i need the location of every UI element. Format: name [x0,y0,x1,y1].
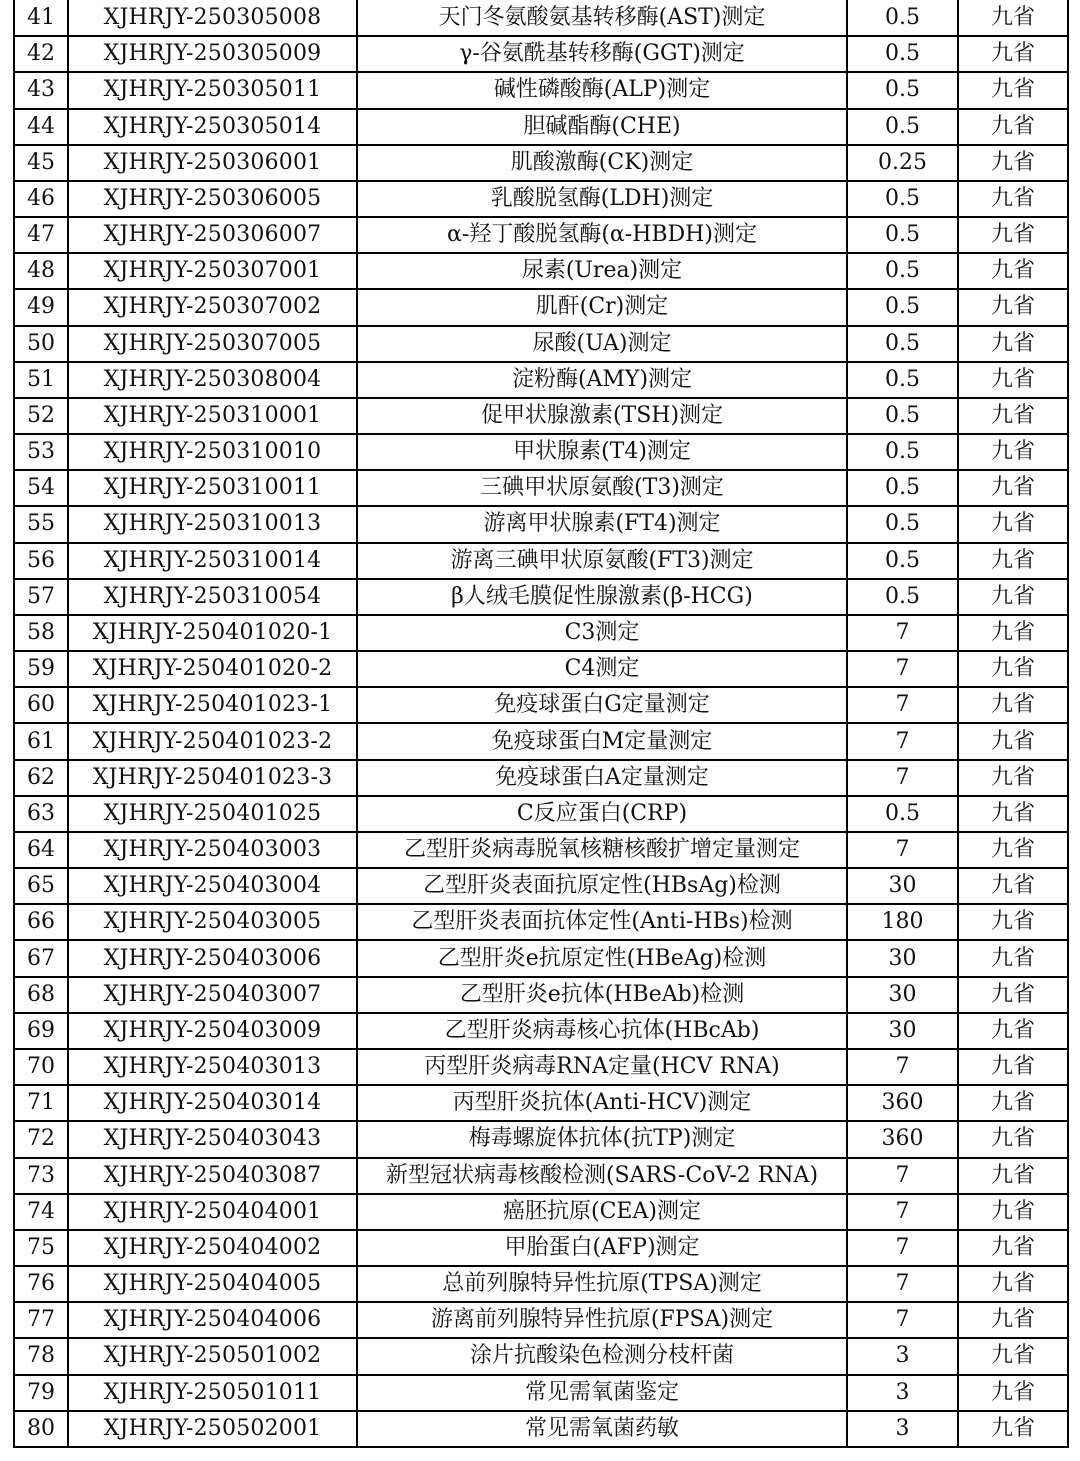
item-name-cell: 三碘甲状原氨酸(T3)测定 [357,470,847,506]
recognition-scope-cell: 九省 [958,145,1068,181]
table-row [14,1158,1068,1194]
result-validity-cell: 360 [847,1085,958,1121]
result-validity-cell: 30 [847,1013,958,1049]
table-row [14,1194,1068,1230]
result-validity-cell: 0.25 [847,145,958,181]
row-number-cell: 72 [14,1121,68,1157]
table-row [14,145,1068,181]
table-row [14,796,1068,832]
row-number-cell: 57 [14,579,68,615]
item-code-cell: XJHRJY-250501011 [68,1375,357,1411]
row-number-cell: 55 [14,506,68,542]
item-code-cell: XJHRJY-250310011 [68,470,357,506]
item-name-cell: 尿素(Urea)测定 [357,253,847,289]
row-number-cell: 75 [14,1230,68,1266]
table-row [14,0,1068,36]
result-validity-cell: 7 [847,723,958,759]
item-name-cell: 碱性磷酸酶(ALP)测定 [357,72,847,108]
recognition-scope-cell: 九省 [958,326,1068,362]
item-code-cell: XJHRJY-250310054 [68,579,357,615]
result-validity-cell: 7 [847,1194,958,1230]
table-row [14,253,1068,289]
row-number-cell: 69 [14,1013,68,1049]
item-name-cell: C3测定 [357,615,847,651]
recognition-scope-cell: 九省 [958,36,1068,72]
test-items-table [13,0,1069,1448]
item-name-cell: 癌胚抗原(CEA)测定 [357,1194,847,1230]
table-row [14,362,1068,398]
table-row [14,1230,1068,1266]
recognition-scope-cell: 九省 [958,1121,1068,1157]
item-name-cell: 天门冬氨酸氨基转移酶(AST)测定 [357,0,847,36]
row-number-cell: 47 [14,217,68,253]
result-validity-cell: 7 [847,615,958,651]
item-code-cell: XJHRJY-250403014 [68,1085,357,1121]
item-code-cell: XJHRJY-250403007 [68,977,357,1013]
table-row [14,832,1068,868]
recognition-scope-cell: 九省 [958,1411,1068,1447]
recognition-scope-cell: 九省 [958,109,1068,145]
item-code-cell: XJHRJY-250305008 [68,0,357,36]
item-code-cell: XJHRJY-250404001 [68,1194,357,1230]
item-name-cell: C4测定 [357,651,847,687]
item-code-cell: XJHRJY-250308004 [68,362,357,398]
result-validity-cell: 0.5 [847,362,958,398]
item-name-cell: 游离三碘甲状原氨酸(FT3)测定 [357,543,847,579]
recognition-scope-cell: 九省 [958,434,1068,470]
document-page [13,0,1067,1448]
item-name-cell: 甲胎蛋白(AFP)测定 [357,1230,847,1266]
recognition-scope-cell: 九省 [958,832,1068,868]
recognition-scope-cell: 九省 [958,1049,1068,1085]
item-name-cell: β人绒毛膜促性腺激素(β-HCG) [357,579,847,615]
result-validity-cell: 7 [847,687,958,723]
recognition-scope-cell: 九省 [958,1158,1068,1194]
item-code-cell: XJHRJY-250501002 [68,1338,357,1374]
table-row [14,1266,1068,1302]
row-number-cell: 61 [14,723,68,759]
item-code-cell: XJHRJY-250306005 [68,181,357,217]
item-name-cell: 免疫球蛋白M定量测定 [357,723,847,759]
result-validity-cell: 0.5 [847,579,958,615]
item-name-cell: 丙型肝炎抗体(Anti-HCV)测定 [357,1085,847,1121]
item-name-cell: 肌酐(Cr)测定 [357,289,847,325]
item-code-cell: XJHRJY-250310010 [68,434,357,470]
table-row [14,723,1068,759]
recognition-scope-cell: 九省 [958,760,1068,796]
result-validity-cell: 0.5 [847,36,958,72]
row-number-cell: 78 [14,1338,68,1374]
result-validity-cell: 0.5 [847,470,958,506]
result-validity-cell: 0.5 [847,543,958,579]
result-validity-cell: 7 [847,651,958,687]
item-code-cell: XJHRJY-250404006 [68,1302,357,1338]
recognition-scope-cell: 九省 [958,687,1068,723]
table-row [14,615,1068,651]
recognition-scope-cell: 九省 [958,615,1068,651]
recognition-scope-cell: 九省 [958,1338,1068,1374]
row-number-cell: 80 [14,1411,68,1447]
recognition-scope-cell: 九省 [958,977,1068,1013]
result-validity-cell: 0.5 [847,398,958,434]
row-number-cell: 62 [14,760,68,796]
item-name-cell: 乙型肝炎e抗体(HBeAb)检测 [357,977,847,1013]
row-number-cell: 68 [14,977,68,1013]
item-code-cell: XJHRJY-250403005 [68,904,357,940]
item-code-cell: XJHRJY-250403003 [68,832,357,868]
item-name-cell: 乙型肝炎表面抗原定性(HBsAg)检测 [357,868,847,904]
recognition-scope-cell: 九省 [958,796,1068,832]
result-validity-cell: 0.5 [847,434,958,470]
row-number-cell: 51 [14,362,68,398]
item-code-cell: XJHRJY-250310001 [68,398,357,434]
row-number-cell: 64 [14,832,68,868]
table-row [14,506,1068,542]
table-row [14,904,1068,940]
item-name-cell: C反应蛋白(CRP) [357,796,847,832]
recognition-scope-cell: 九省 [958,470,1068,506]
item-name-cell: 总前列腺特异性抗原(TPSA)测定 [357,1266,847,1302]
item-code-cell: XJHRJY-250404002 [68,1230,357,1266]
result-validity-cell: 7 [847,1230,958,1266]
recognition-scope-cell: 九省 [958,1230,1068,1266]
table-row [14,36,1068,72]
recognition-scope-cell: 九省 [958,253,1068,289]
table-row [14,687,1068,723]
recognition-scope-cell: 九省 [958,1266,1068,1302]
result-validity-cell: 7 [847,832,958,868]
table-row [14,1049,1068,1085]
recognition-scope-cell: 九省 [958,723,1068,759]
row-number-cell: 56 [14,543,68,579]
row-number-cell: 66 [14,904,68,940]
recognition-scope-cell: 九省 [958,506,1068,542]
row-number-cell: 59 [14,651,68,687]
item-name-cell: 免疫球蛋白G定量测定 [357,687,847,723]
row-number-cell: 48 [14,253,68,289]
table-row [14,940,1068,976]
item-code-cell: XJHRJY-250306001 [68,145,357,181]
table-row [14,72,1068,108]
item-name-cell: 游离甲状腺素(FT4)测定 [357,506,847,542]
result-validity-cell: 0.5 [847,109,958,145]
item-code-cell: XJHRJY-250403087 [68,1158,357,1194]
item-code-cell: XJHRJY-250307002 [68,289,357,325]
item-code-cell: XJHRJY-250401023-3 [68,760,357,796]
item-code-cell: XJHRJY-250403006 [68,940,357,976]
table-row [14,289,1068,325]
result-validity-cell: 30 [847,977,958,1013]
result-validity-cell: 0.5 [847,506,958,542]
row-number-cell: 52 [14,398,68,434]
result-validity-cell: 0.5 [847,0,958,36]
row-number-cell: 43 [14,72,68,108]
item-name-cell: 游离前列腺特异性抗原(FPSA)测定 [357,1302,847,1338]
result-validity-cell: 0.5 [847,181,958,217]
item-code-cell: XJHRJY-250502001 [68,1411,357,1447]
item-code-cell: XJHRJY-250307001 [68,253,357,289]
recognition-scope-cell: 九省 [958,579,1068,615]
row-number-cell: 41 [14,0,68,36]
row-number-cell: 70 [14,1049,68,1085]
result-validity-cell: 0.5 [847,253,958,289]
item-name-cell: 常见需氧菌鉴定 [357,1375,847,1411]
table-row [14,1121,1068,1157]
result-validity-cell: 0.5 [847,217,958,253]
recognition-scope-cell: 九省 [958,217,1068,253]
result-validity-cell: 7 [847,1266,958,1302]
result-validity-cell: 180 [847,904,958,940]
row-number-cell: 73 [14,1158,68,1194]
result-validity-cell: 7 [847,1302,958,1338]
row-number-cell: 53 [14,434,68,470]
table-row [14,470,1068,506]
row-number-cell: 67 [14,940,68,976]
item-name-cell: 促甲状腺激素(TSH)测定 [357,398,847,434]
item-name-cell: 新型冠状病毒核酸检测(SARS-CoV-2 RNA) [357,1158,847,1194]
item-code-cell: XJHRJY-250305011 [68,72,357,108]
table-body [14,0,1068,1447]
item-name-cell: 乙型肝炎e抗原定性(HBeAg)检测 [357,940,847,976]
row-number-cell: 65 [14,868,68,904]
table-row [14,1338,1068,1374]
table-row [14,868,1068,904]
item-code-cell: XJHRJY-250404005 [68,1266,357,1302]
row-number-cell: 58 [14,615,68,651]
item-name-cell: 梅毒螺旋体抗体(抗TP)测定 [357,1121,847,1157]
result-validity-cell: 0.5 [847,72,958,108]
item-code-cell: XJHRJY-250307005 [68,326,357,362]
table-row [14,109,1068,145]
table-row [14,1085,1068,1121]
row-number-cell: 49 [14,289,68,325]
row-number-cell: 63 [14,796,68,832]
row-number-cell: 46 [14,181,68,217]
recognition-scope-cell: 九省 [958,543,1068,579]
item-name-cell: α-羟丁酸脱氢酶(α-HBDH)测定 [357,217,847,253]
item-name-cell: 常见需氧菌药敏 [357,1411,847,1447]
result-validity-cell: 3 [847,1375,958,1411]
result-validity-cell: 7 [847,1049,958,1085]
recognition-scope-cell: 九省 [958,0,1068,36]
recognition-scope-cell: 九省 [958,362,1068,398]
result-validity-cell: 30 [847,940,958,976]
row-number-cell: 74 [14,1194,68,1230]
result-validity-cell: 0.5 [847,796,958,832]
row-number-cell: 60 [14,687,68,723]
recognition-scope-cell: 九省 [958,398,1068,434]
result-validity-cell: 0.5 [847,289,958,325]
item-code-cell: XJHRJY-250310014 [68,543,357,579]
item-code-cell: XJHRJY-250305014 [68,109,357,145]
item-code-cell: XJHRJY-250306007 [68,217,357,253]
recognition-scope-cell: 九省 [958,904,1068,940]
result-validity-cell: 3 [847,1411,958,1447]
result-validity-cell: 360 [847,1121,958,1157]
result-validity-cell: 7 [847,1158,958,1194]
item-code-cell: XJHRJY-250401023-1 [68,687,357,723]
item-name-cell: 肌酸激酶(CK)测定 [357,145,847,181]
item-name-cell: 丙型肝炎病毒RNA定量(HCV RNA) [357,1049,847,1085]
item-code-cell: XJHRJY-250401020-2 [68,651,357,687]
recognition-scope-cell: 九省 [958,1194,1068,1230]
row-number-cell: 42 [14,36,68,72]
row-number-cell: 44 [14,109,68,145]
item-code-cell: XJHRJY-250403004 [68,868,357,904]
recognition-scope-cell: 九省 [958,1085,1068,1121]
item-code-cell: XJHRJY-250403009 [68,1013,357,1049]
item-name-cell: 涂片抗酸染色检测分枝杆菌 [357,1338,847,1374]
recognition-scope-cell: 九省 [958,181,1068,217]
row-number-cell: 77 [14,1302,68,1338]
row-number-cell: 45 [14,145,68,181]
item-name-cell: 乳酸脱氢酶(LDH)测定 [357,181,847,217]
recognition-scope-cell: 九省 [958,289,1068,325]
recognition-scope-cell: 九省 [958,651,1068,687]
table-row [14,760,1068,796]
recognition-scope-cell: 九省 [958,940,1068,976]
recognition-scope-cell: 九省 [958,1302,1068,1338]
item-name-cell: 免疫球蛋白A定量测定 [357,760,847,796]
recognition-scope-cell: 九省 [958,1013,1068,1049]
table-row [14,217,1068,253]
item-code-cell: XJHRJY-250401020-1 [68,615,357,651]
result-validity-cell: 30 [847,868,958,904]
table-row [14,1013,1068,1049]
table-row [14,543,1068,579]
table-row [14,181,1068,217]
recognition-scope-cell: 九省 [958,1375,1068,1411]
item-name-cell: 乙型肝炎病毒脱氧核糖核酸扩增定量测定 [357,832,847,868]
table-row [14,977,1068,1013]
table-row [14,326,1068,362]
row-number-cell: 76 [14,1266,68,1302]
recognition-scope-cell: 九省 [958,72,1068,108]
recognition-scope-cell: 九省 [958,868,1068,904]
item-name-cell: 乙型肝炎病毒核心抗体(HBcAb) [357,1013,847,1049]
item-name-cell: 乙型肝炎表面抗体定性(Anti-HBs)检测 [357,904,847,940]
item-code-cell: XJHRJY-250401023-2 [68,723,357,759]
table-row [14,398,1068,434]
result-validity-cell: 7 [847,760,958,796]
item-code-cell: XJHRJY-250403043 [68,1121,357,1157]
item-code-cell: XJHRJY-250310013 [68,506,357,542]
item-name-cell: 胆碱酯酶(CHE) [357,109,847,145]
item-code-cell: XJHRJY-250305009 [68,36,357,72]
item-name-cell: 甲状腺素(T4)测定 [357,434,847,470]
row-number-cell: 71 [14,1085,68,1121]
table-row [14,651,1068,687]
table-row [14,434,1068,470]
item-code-cell: XJHRJY-250401025 [68,796,357,832]
table-row [14,1411,1068,1447]
table-row [14,1375,1068,1411]
item-name-cell: 尿酸(UA)测定 [357,326,847,362]
result-validity-cell: 0.5 [847,326,958,362]
item-name-cell: 淀粉酶(AMY)测定 [357,362,847,398]
item-name-cell: γ-谷氨酰基转移酶(GGT)测定 [357,36,847,72]
table-row [14,1302,1068,1338]
row-number-cell: 50 [14,326,68,362]
result-validity-cell: 3 [847,1338,958,1374]
row-number-cell: 79 [14,1375,68,1411]
table-row [14,579,1068,615]
item-code-cell: XJHRJY-250403013 [68,1049,357,1085]
row-number-cell: 54 [14,470,68,506]
